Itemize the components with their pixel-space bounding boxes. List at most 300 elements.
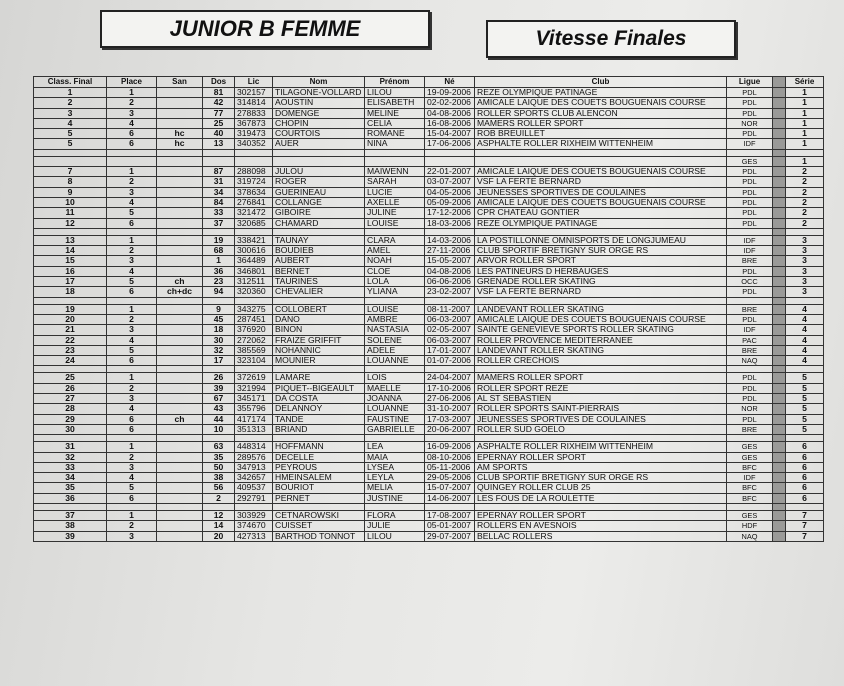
cell-place: 6 — [107, 139, 157, 149]
shaded-cell — [773, 88, 786, 98]
cell-san — [157, 452, 203, 462]
col-header-dos: Dos — [203, 77, 235, 88]
cell-dos: 14 — [203, 521, 235, 531]
group-separator — [34, 503, 824, 510]
cell-dos — [203, 156, 235, 166]
cell-ligue: GES — [727, 442, 773, 452]
separator-cell — [475, 366, 727, 373]
cell-class-final: 9 — [34, 187, 107, 197]
cell-club: ROLLER PROVENCE MEDITERRANEE — [475, 335, 727, 345]
cell-dos: 1 — [203, 256, 235, 266]
cell-lic: 312511 — [235, 277, 273, 287]
cell-club: EPERNAY ROLLER SPORT — [475, 452, 727, 462]
cell-nom: PEYROUS — [273, 462, 365, 472]
cell-san — [157, 383, 203, 393]
shaded-cell — [773, 335, 786, 345]
cell-ligue: PDL — [727, 197, 773, 207]
cell-nom: BOUDIEB — [273, 246, 365, 256]
cell-dos: 18 — [203, 325, 235, 335]
cell-prenom: LOLA — [365, 277, 425, 287]
cell-place: 5 — [107, 277, 157, 287]
cell-lic: 314814 — [235, 98, 273, 108]
cell-prenom: LILOU — [365, 88, 425, 98]
cell-san — [157, 314, 203, 324]
cell-lic: 342657 — [235, 473, 273, 483]
cell-class-final: 27 — [34, 394, 107, 404]
cell-prenom: YLIANA — [365, 287, 425, 297]
separator-cell — [34, 503, 107, 510]
cell-place: 1 — [107, 442, 157, 452]
cell-ligue: PDL — [727, 208, 773, 218]
cell-club: ROLLER SPORTS CLUB ALENCON — [475, 108, 727, 118]
cell-prenom: MAELLE — [365, 383, 425, 393]
cell-lic: 367873 — [235, 118, 273, 128]
cell-ligue: PDL — [727, 129, 773, 139]
cell-serie: 5 — [786, 414, 824, 424]
cell-san — [157, 462, 203, 472]
cell-dos: 84 — [203, 197, 235, 207]
cell-prenom — [365, 156, 425, 166]
cell-nom: BRIAND — [273, 424, 365, 434]
table-row — [34, 256, 824, 266]
cell-class-final: 29 — [34, 414, 107, 424]
cell-san — [157, 197, 203, 207]
cell-dos: 38 — [203, 473, 235, 483]
table-row — [34, 424, 824, 434]
cell-nom: NOHANNIC — [273, 345, 365, 355]
table-row — [34, 139, 824, 149]
cell-place: 3 — [107, 325, 157, 335]
cell-san — [157, 473, 203, 483]
cell-dos: 33 — [203, 208, 235, 218]
cell-lic: 323104 — [235, 356, 273, 366]
cell-class-final: 1 — [34, 88, 107, 98]
cell-prenom: JUSTINE — [365, 493, 425, 503]
cell-dos: 23 — [203, 277, 235, 287]
separator-cell — [203, 435, 235, 442]
cell-club: ROLLER SPORT REZE — [475, 383, 727, 393]
shaded-cell — [773, 531, 786, 541]
cell-ne: 17-08-2007 — [425, 510, 475, 520]
separator-cell — [425, 435, 475, 442]
cell-serie: 7 — [786, 521, 824, 531]
cell-class-final: 10 — [34, 197, 107, 207]
table-row — [34, 98, 824, 108]
cell-ligue: PDL — [727, 98, 773, 108]
cell-prenom: AXELLE — [365, 197, 425, 207]
cell-ne: 02-02-2006 — [425, 98, 475, 108]
cell-serie: 4 — [786, 335, 824, 345]
cell-ligue: GES — [727, 156, 773, 166]
cell-dos: 94 — [203, 287, 235, 297]
cell-ne — [425, 156, 475, 166]
cell-ligue: IDF — [727, 235, 773, 245]
category-title: JUNIOR B FEMME — [100, 10, 430, 48]
table-header-row — [34, 77, 824, 88]
cell-nom: AUBERT — [273, 256, 365, 266]
cell-class-final: 8 — [34, 177, 107, 187]
separator-cell — [34, 366, 107, 373]
cell-san — [157, 208, 203, 218]
cell-san: hc — [157, 129, 203, 139]
cell-prenom: LOUISE — [365, 218, 425, 228]
cell-serie: 3 — [786, 246, 824, 256]
cell-serie: 4 — [786, 345, 824, 355]
cell-prenom: LEYLA — [365, 473, 425, 483]
separator-cell — [786, 149, 824, 156]
separator-cell — [203, 228, 235, 235]
table-row — [34, 335, 824, 345]
cell-place: 6 — [107, 356, 157, 366]
separator-cell — [157, 366, 203, 373]
col-header-serie: Série — [786, 77, 824, 88]
cell-ne: 05-09-2006 — [425, 197, 475, 207]
cell-ligue: BFC — [727, 493, 773, 503]
col-header-lic: Lic — [235, 77, 273, 88]
cell-serie: 3 — [786, 277, 824, 287]
cell-lic: 346801 — [235, 266, 273, 276]
cell-ne: 15-05-2007 — [425, 256, 475, 266]
cell-ne: 14-06-2007 — [425, 493, 475, 503]
separator-cell — [365, 366, 425, 373]
separator-cell — [34, 297, 107, 304]
separator-cell — [157, 297, 203, 304]
cell-serie: 2 — [786, 197, 824, 207]
cell-place: 6 — [107, 493, 157, 503]
shaded-cell — [773, 483, 786, 493]
cell-san — [157, 356, 203, 366]
cell-lic: 319473 — [235, 129, 273, 139]
cell-nom: COURTOIS — [273, 129, 365, 139]
cell-club: ROLLER SPORTS SAINT-PIERRAIS — [475, 404, 727, 414]
table-row — [34, 277, 824, 287]
separator-cell — [773, 149, 786, 156]
cell-dos: 50 — [203, 462, 235, 472]
cell-serie: 6 — [786, 473, 824, 483]
cell-club: JEUNESSES SPORTIVES DE COULAINES — [475, 187, 727, 197]
cell-ligue: OCC — [727, 277, 773, 287]
results-table — [33, 76, 824, 542]
cell-lic — [235, 156, 273, 166]
cell-san — [157, 98, 203, 108]
cell-san — [157, 442, 203, 452]
cell-class-final: 11 — [34, 208, 107, 218]
group-separator — [34, 228, 824, 235]
table-row — [34, 483, 824, 493]
shaded-cell — [773, 404, 786, 414]
cell-dos: 67 — [203, 394, 235, 404]
cell-ligue: GES — [727, 510, 773, 520]
shaded-cell — [773, 256, 786, 266]
separator-cell — [425, 297, 475, 304]
cell-class-final: 35 — [34, 483, 107, 493]
cell-ligue: BRE — [727, 304, 773, 314]
cell-san — [157, 345, 203, 355]
cell-dos: 42 — [203, 98, 235, 108]
cell-club: REZE OLYMPIQUE PATINAGE — [475, 218, 727, 228]
cell-san — [157, 510, 203, 520]
cell-prenom: MAIA — [365, 452, 425, 462]
cell-place: 3 — [107, 462, 157, 472]
table-row — [34, 462, 824, 472]
cell-prenom: AMEL — [365, 246, 425, 256]
cell-place: 3 — [107, 394, 157, 404]
separator-cell — [425, 366, 475, 373]
cell-lic: 320685 — [235, 218, 273, 228]
cell-dos: 35 — [203, 452, 235, 462]
cell-dos: 34 — [203, 187, 235, 197]
cell-prenom: NASTASIA — [365, 325, 425, 335]
cell-place: 1 — [107, 167, 157, 177]
separator-cell — [107, 297, 157, 304]
cell-prenom: LILOU — [365, 531, 425, 541]
shaded-cell — [773, 473, 786, 483]
cell-san — [157, 156, 203, 166]
separator-cell — [773, 435, 786, 442]
cell-class-final: 23 — [34, 345, 107, 355]
cell-serie: 2 — [786, 177, 824, 187]
cell-class-final: 14 — [34, 246, 107, 256]
table-row — [34, 325, 824, 335]
cell-place: 4 — [107, 335, 157, 345]
cell-prenom: LUCIE — [365, 187, 425, 197]
cell-ligue: BRE — [727, 345, 773, 355]
cell-serie: 1 — [786, 118, 824, 128]
table-row — [34, 304, 824, 314]
separator-cell — [157, 503, 203, 510]
cell-ne: 03-07-2007 — [425, 177, 475, 187]
separator-cell — [273, 228, 365, 235]
cell-class-final: 24 — [34, 356, 107, 366]
shaded-cell — [773, 452, 786, 462]
cell-class-final: 20 — [34, 314, 107, 324]
cell-lic: 289576 — [235, 452, 273, 462]
table-row — [34, 177, 824, 187]
shaded-cell — [773, 197, 786, 207]
cell-serie: 6 — [786, 442, 824, 452]
separator-cell — [34, 228, 107, 235]
cell-prenom: GABRIELLE — [365, 424, 425, 434]
cell-nom: AUER — [273, 139, 365, 149]
separator-cell — [203, 503, 235, 510]
cell-nom: GUERINEAU — [273, 187, 365, 197]
cell-club: SAINTE GENEVIEVE SPORTS ROLLER SKATING — [475, 325, 727, 335]
cell-san — [157, 531, 203, 541]
cell-class-final: 36 — [34, 493, 107, 503]
cell-serie: 1 — [786, 98, 824, 108]
cell-club: ARVOR ROLLER SPORT — [475, 256, 727, 266]
shaded-cell — [773, 414, 786, 424]
separator-cell — [773, 366, 786, 373]
cell-serie: 7 — [786, 531, 824, 541]
cell-san: ch+dc — [157, 287, 203, 297]
cell-nom: HMEINSALEM — [273, 473, 365, 483]
cell-place: 2 — [107, 246, 157, 256]
separator-cell — [773, 228, 786, 235]
results-body — [34, 88, 824, 542]
table-row — [34, 404, 824, 414]
separator-cell — [727, 435, 773, 442]
cell-class-final: 16 — [34, 266, 107, 276]
cell-ne: 23-02-2007 — [425, 287, 475, 297]
table-row — [34, 108, 824, 118]
cell-prenom: ROMANE — [365, 129, 425, 139]
cell-nom: DA COSTA — [273, 394, 365, 404]
cell-ligue: PDL — [727, 383, 773, 393]
cell-class-final: 17 — [34, 277, 107, 287]
cell-place: 6 — [107, 129, 157, 139]
cell-nom: CHOPIN — [273, 118, 365, 128]
cell-place: 2 — [107, 452, 157, 462]
separator-cell — [425, 228, 475, 235]
cell-san — [157, 325, 203, 335]
shaded-cell — [773, 129, 786, 139]
cell-dos: 63 — [203, 442, 235, 452]
cell-club: ROLLERS EN AVESNOIS — [475, 521, 727, 531]
separator-cell — [475, 297, 727, 304]
cell-ne: 17-10-2006 — [425, 383, 475, 393]
group-separator — [34, 149, 824, 156]
cell-serie: 2 — [786, 167, 824, 177]
cell-club: LANDEVANT ROLLER SKATING — [475, 345, 727, 355]
cell-serie: 1 — [786, 108, 824, 118]
cell-ligue: PDL — [727, 373, 773, 383]
cell-san — [157, 118, 203, 128]
cell-club: ROLLER SUD GOELO — [475, 424, 727, 434]
separator-cell — [107, 435, 157, 442]
col-header-club: Club — [475, 77, 727, 88]
cell-nom: LAMARE — [273, 373, 365, 383]
table-row — [34, 473, 824, 483]
cell-nom — [273, 156, 365, 166]
cell-ligue: PDL — [727, 177, 773, 187]
cell-ne: 19-09-2006 — [425, 88, 475, 98]
cell-lic: 278833 — [235, 108, 273, 118]
separator-cell — [773, 503, 786, 510]
cell-lic: 427313 — [235, 531, 273, 541]
cell-san — [157, 424, 203, 434]
shaded-cell — [773, 325, 786, 335]
cell-ne: 15-04-2007 — [425, 129, 475, 139]
shaded-cell — [773, 345, 786, 355]
cell-lic: 303929 — [235, 510, 273, 520]
separator-cell — [203, 366, 235, 373]
cell-serie: 4 — [786, 314, 824, 324]
cell-club: LES FOUS DE LA ROULETTE — [475, 493, 727, 503]
table-row — [34, 156, 824, 166]
table-row — [34, 493, 824, 503]
separator-cell — [475, 503, 727, 510]
cell-ne: 06-06-2006 — [425, 277, 475, 287]
shaded-cell — [773, 442, 786, 452]
cell-class-final: 37 — [34, 510, 107, 520]
cell-san — [157, 177, 203, 187]
cell-ligue: HDF — [727, 521, 773, 531]
separator-cell — [157, 149, 203, 156]
shaded-cell — [773, 246, 786, 256]
cell-ligue: BFC — [727, 483, 773, 493]
cell-serie: 5 — [786, 404, 824, 414]
cell-ne: 02-05-2007 — [425, 325, 475, 335]
separator-cell — [773, 297, 786, 304]
cell-serie: 2 — [786, 187, 824, 197]
cell-serie: 3 — [786, 256, 824, 266]
cell-place: 6 — [107, 414, 157, 424]
separator-cell — [786, 503, 824, 510]
separator-cell — [727, 366, 773, 373]
cell-lic: 347913 — [235, 462, 273, 472]
cell-place: 6 — [107, 424, 157, 434]
cell-place: 1 — [107, 373, 157, 383]
cell-place: 2 — [107, 314, 157, 324]
cell-lic: 292791 — [235, 493, 273, 503]
cell-prenom: JULIE — [365, 521, 425, 531]
separator-cell — [273, 149, 365, 156]
separator-cell — [365, 149, 425, 156]
shaded-cell — [773, 304, 786, 314]
shaded-cell — [773, 356, 786, 366]
cell-dos: 30 — [203, 335, 235, 345]
cell-class-final: 32 — [34, 452, 107, 462]
cell-club: LANDEVANT ROLLER SKATING — [475, 304, 727, 314]
cell-san: hc — [157, 139, 203, 149]
cell-ligue: GES — [727, 452, 773, 462]
cell-place: 2 — [107, 177, 157, 187]
cell-club: AMICALE LAIQUE DES COUETS BOUGUENAIS COURSE — [475, 167, 727, 177]
separator-cell — [727, 228, 773, 235]
cell-nom: FRAIZE GRIFFIT — [273, 335, 365, 345]
cell-san — [157, 335, 203, 345]
cell-ligue: PDL — [727, 88, 773, 98]
cell-ne: 08-11-2007 — [425, 304, 475, 314]
cell-lic: 374670 — [235, 521, 273, 531]
cell-club: ROLLER CRECHOIS — [475, 356, 727, 366]
table-row — [34, 287, 824, 297]
cell-dos: 12 — [203, 510, 235, 520]
separator-cell — [235, 366, 273, 373]
cell-prenom: SOLENE — [365, 335, 425, 345]
cell-serie: 6 — [786, 452, 824, 462]
separator-cell — [107, 503, 157, 510]
cell-dos: 2 — [203, 493, 235, 503]
cell-san — [157, 394, 203, 404]
cell-serie: 1 — [786, 129, 824, 139]
cell-lic: 287451 — [235, 314, 273, 324]
cell-place: 1 — [107, 235, 157, 245]
cell-nom: BOURIOT — [273, 483, 365, 493]
cell-dos: 17 — [203, 356, 235, 366]
cell-lic: 319724 — [235, 177, 273, 187]
separator-cell — [273, 503, 365, 510]
cell-ligue: PDL — [727, 394, 773, 404]
separator-cell — [107, 228, 157, 235]
cell-ne: 05-01-2007 — [425, 521, 475, 531]
cell-prenom: LOUISE — [365, 304, 425, 314]
cell-nom: TAURINES — [273, 277, 365, 287]
cell-class-final: 34 — [34, 473, 107, 483]
cell-class-final: 30 — [34, 424, 107, 434]
cell-ligue: PDL — [727, 167, 773, 177]
table-row — [34, 442, 824, 452]
table-row — [34, 187, 824, 197]
table-row — [34, 197, 824, 207]
separator-cell — [235, 149, 273, 156]
cell-place: 1 — [107, 304, 157, 314]
cell-nom: TILAGONE-VOLLARD — [273, 88, 365, 98]
cell-lic: 417174 — [235, 414, 273, 424]
cell-san — [157, 373, 203, 383]
cell-prenom: JULINE — [365, 208, 425, 218]
